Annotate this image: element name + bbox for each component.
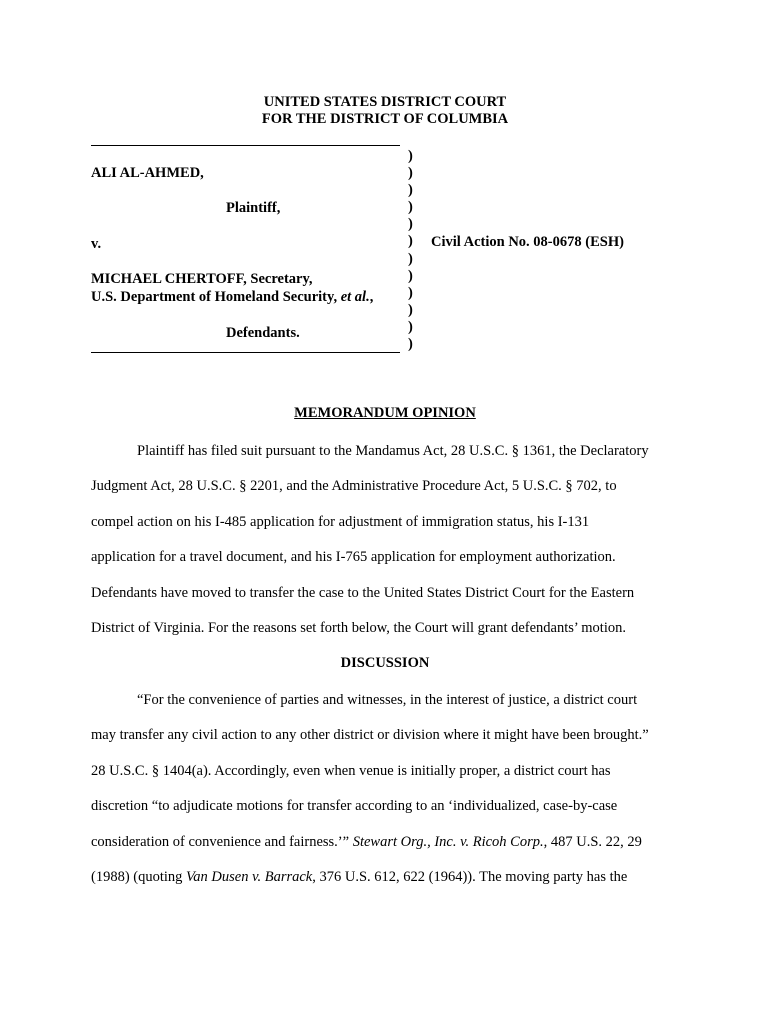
- defendant-role: Defendants.: [226, 325, 300, 341]
- text-line: 28 U.S.C. § 1404(a). Accordingly, even when venue is initially proper, a district court has: [91, 763, 611, 779]
- case-citation: Van Dusen v. Barrack: [186, 869, 313, 885]
- caption-top-rule: [91, 145, 400, 146]
- caption-bottom-rule: [91, 352, 400, 353]
- caption-paren: ): [408, 301, 413, 318]
- versus: v.: [91, 236, 102, 252]
- text-line: Plaintiff has filed suit pursuant to the Mandamus Act, 28 U.S.C. § 1361, the Declaratory: [137, 443, 649, 459]
- case-citation: Stewart Org., Inc. v. Ricoh Corp.: [352, 834, 544, 850]
- caption-paren: ): [408, 199, 413, 216]
- defendant-agency: U.S. Department of Homeland Security,: [91, 289, 341, 305]
- court-district: FOR THE DISTRICT OF COLUMBIA: [261, 111, 509, 127]
- memorandum-opinion-title: MEMORANDUM OPINION: [294, 405, 476, 421]
- plaintiff-name: ALI AL-AHMED,: [91, 165, 204, 181]
- court-name: UNITED STATES DISTRICT COURT: [263, 94, 507, 110]
- text-line: application for a travel document, and his I-765 application for employment authorization.: [91, 549, 616, 565]
- caption-paren: ): [408, 165, 413, 182]
- case-caption: [91, 145, 651, 365]
- caption-paren-column: [408, 148, 413, 353]
- defendant-line-1: MICHAEL CHERTOFF, Secretary,: [91, 271, 313, 287]
- caption-paren: ): [408, 336, 413, 353]
- defendant-comma: ,: [369, 289, 374, 305]
- court-header: [0, 94, 770, 128]
- caption-paren: ): [408, 284, 413, 301]
- caption-paren: ): [408, 182, 413, 199]
- text-line: Defendants have moved to transfer the case to the United States District Court for the Eastern: [91, 585, 635, 601]
- plaintiff-role: Plaintiff,: [226, 200, 281, 216]
- defendant-line-2: [91, 289, 373, 306]
- text-line: compel action on his I-485 application for adjustment of immigration status, his I-131: [91, 514, 590, 530]
- caption-paren: ): [408, 250, 413, 267]
- text-line: (1988) (quoting Van Dusen v. Barrack, 376 U.S. 612, 622 (1964)). The moving party has the: [91, 869, 628, 885]
- text-line: may transfer any civil action to any other district or division where it might have been brought.”: [91, 727, 649, 743]
- caption-paren: ): [408, 216, 413, 233]
- text-line: consideration of convenience and fairness.’” Stewart Org., Inc. v. Ricoh Corp., 487 U.S. 22, 29: [91, 834, 642, 850]
- text-line: Judgment Act, 28 U.S.C. § 2201, and the Administrative Procedure Act, 5 U.S.C. § 702, to: [91, 478, 617, 494]
- text-line: discretion “to adjudicate motions for transfer according to an ‘individualized, case-by-case: [91, 798, 618, 814]
- text-line: “For the convenience of parties and witnesses, in the interest of justice, a district court: [137, 692, 638, 708]
- discussion-heading: DISCUSSION: [340, 655, 430, 671]
- civil-action-number: Civil Action No. 08-0678 (ESH): [431, 234, 624, 250]
- text-line: District of Virginia. For the reasons set forth below, the Court will grant defendants’ motion.: [91, 620, 626, 636]
- caption-paren: ): [408, 318, 413, 335]
- caption-paren: ): [408, 233, 413, 250]
- caption-paren: ): [408, 267, 413, 284]
- caption-paren: ): [408, 148, 413, 164]
- et-al: et al.: [340, 289, 370, 305]
